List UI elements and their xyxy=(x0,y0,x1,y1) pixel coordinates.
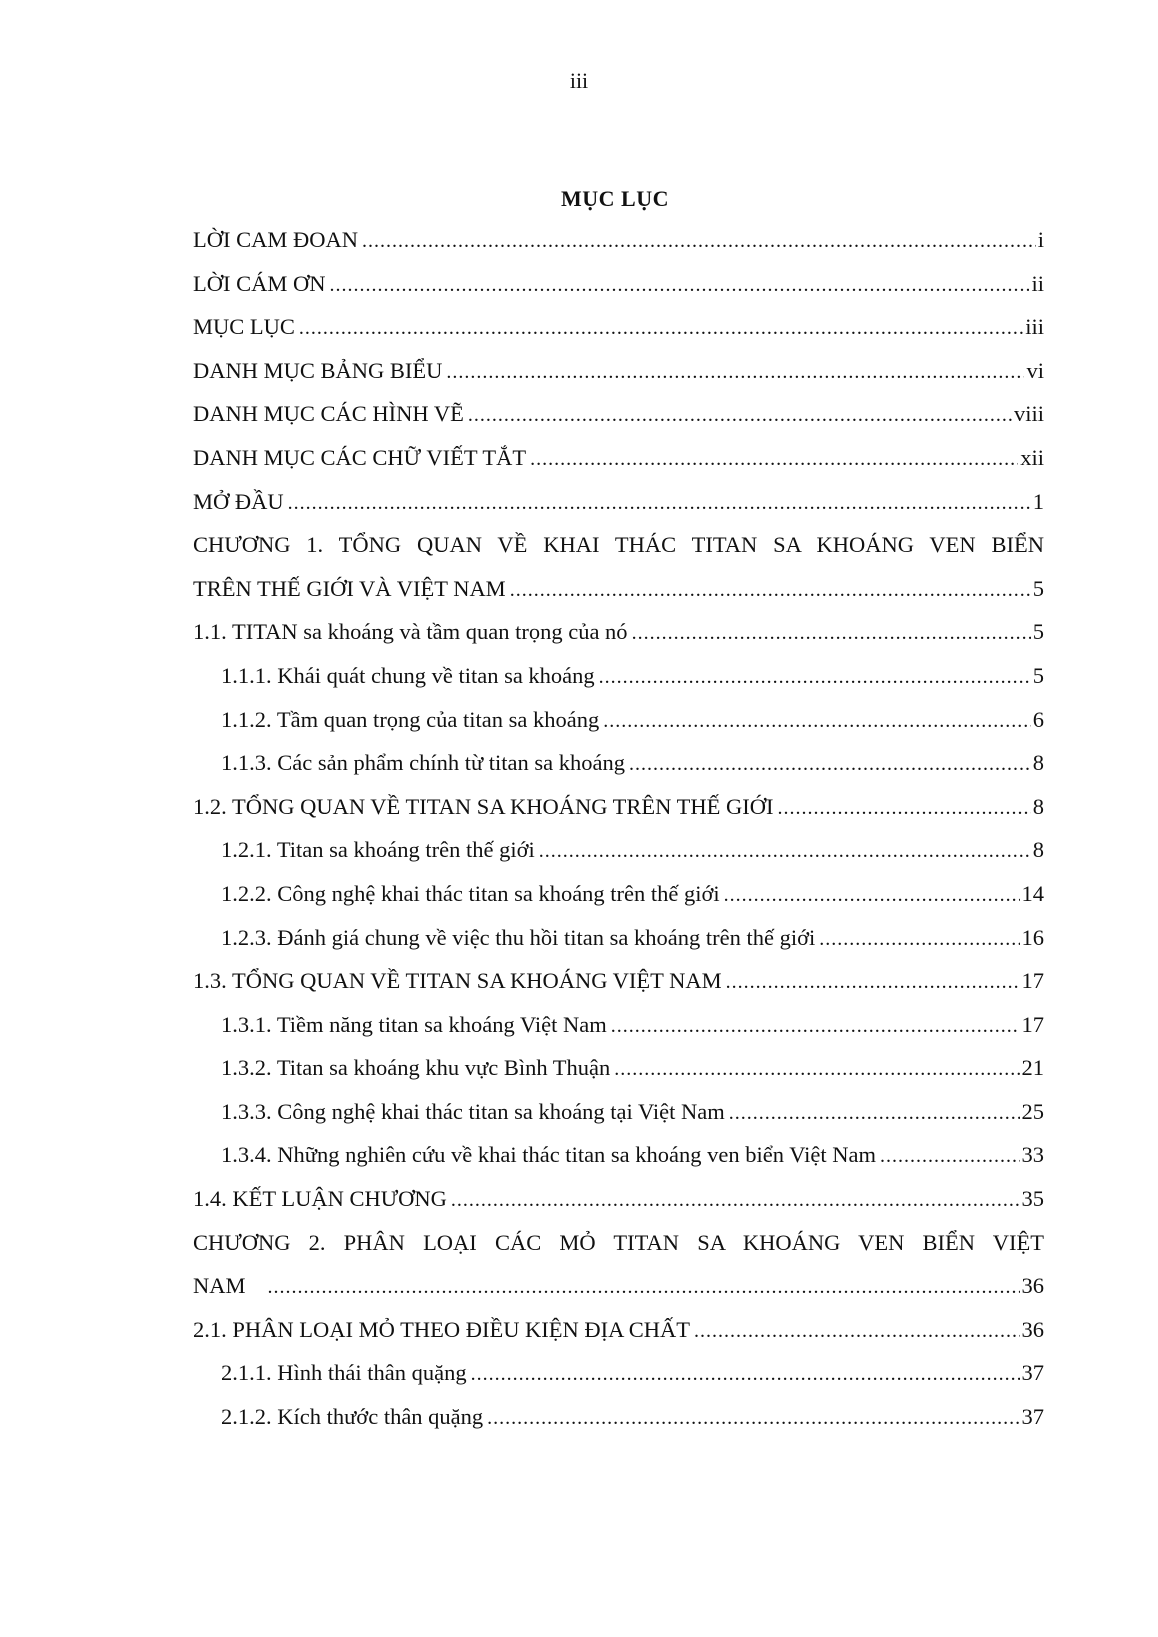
toc-leader-dots xyxy=(268,1266,1020,1308)
toc-leader-dots xyxy=(777,787,1030,829)
toc-leader-dots xyxy=(362,220,1036,262)
toc-page-number: 37 xyxy=(1021,1360,1044,1386)
toc-entry-text: DANH MỤC CÁC HÌNH VẼ xyxy=(193,401,464,427)
toc-leader-dots xyxy=(819,918,1019,960)
toc-entry-text: CHƯƠNG 2. PHÂN LOẠI CÁC MỎ TITAN SA KHOÁNG VEN BIỂN VIỆT xyxy=(193,1229,1044,1255)
toc-page-number: 17 xyxy=(1021,968,1044,994)
toc-entry-text: 1.2.3. Đánh giá chung về việc thu hồi titan sa khoáng trên thế giới xyxy=(221,924,816,950)
toc-leader-dots xyxy=(603,700,1031,742)
toc-entry-danh-muc-bang-bieu[interactable] xyxy=(193,349,1044,393)
toc-entry-chuong-2-line-1[interactable] xyxy=(193,1221,1044,1265)
toc-leader-dots xyxy=(299,307,1023,349)
toc-entry-text: 1.1.2. Tầm quan trọng của titan sa khoáng xyxy=(221,706,600,732)
toc-leader-dots xyxy=(629,743,1031,785)
toc-leader-dots xyxy=(880,1135,1020,1177)
table-of-contents xyxy=(193,218,1044,1439)
toc-leader-dots xyxy=(451,1179,1020,1221)
toc-entry-1-4[interactable] xyxy=(193,1177,1044,1221)
toc-entry-text: TRÊN THẾ GIỚI VÀ VIỆT NAM xyxy=(193,575,506,601)
toc-entry-loi-cam-doan[interactable] xyxy=(193,218,1044,262)
toc-leader-dots xyxy=(729,1092,1020,1134)
toc-page-number: 8 xyxy=(1032,793,1044,819)
toc-page-number: 33 xyxy=(1021,1142,1044,1168)
toc-page-number: iii xyxy=(1025,314,1044,340)
toc-page-number: 17 xyxy=(1021,1011,1044,1037)
toc-page-number: 25 xyxy=(1021,1098,1044,1124)
toc-entry-text: 1.3.2. Titan sa khoáng khu vực Bình Thuận xyxy=(221,1055,611,1081)
toc-page-number: xii xyxy=(1020,444,1044,470)
toc-leader-dots xyxy=(539,830,1031,872)
toc-leader-dots xyxy=(599,656,1031,698)
toc-entry-1-2-2[interactable] xyxy=(193,872,1044,916)
toc-entry-text: 1.2.2. Công nghệ khai thác titan sa khoáng trên thế giới xyxy=(221,880,720,906)
toc-page-number: 36 xyxy=(1021,1316,1044,1342)
toc-leader-dots xyxy=(288,482,1031,524)
toc-page-number: viii xyxy=(1013,401,1044,427)
toc-page-number: 8 xyxy=(1032,750,1044,776)
toc-entry-text: 1.2.1. Titan sa khoáng trên thế giới xyxy=(221,837,535,863)
toc-entry-text: MỤC LỤC xyxy=(193,314,295,340)
toc-page-number: vi xyxy=(1026,357,1044,383)
toc-entry-text: LỜI CÁM ƠN xyxy=(193,270,326,296)
toc-leader-dots xyxy=(614,1048,1019,1090)
toc-entry-text: 1.3.1. Tiềm năng titan sa khoáng Việt Nam xyxy=(221,1011,607,1037)
toc-leader-dots xyxy=(487,1397,1019,1439)
toc-entry-text: DANH MỤC CÁC CHỮ VIẾT TẮT xyxy=(193,444,527,470)
toc-entry-chuong-2-line-2[interactable] xyxy=(193,1264,1044,1308)
toc-page-number: 5 xyxy=(1032,662,1044,688)
toc-entry-1-1-3[interactable] xyxy=(193,741,1044,785)
toc-entry-1-3[interactable] xyxy=(193,959,1044,1003)
toc-entry-loi-cam-on[interactable] xyxy=(193,262,1044,306)
toc-entry-1-2[interactable] xyxy=(193,785,1044,829)
toc-page-number: 8 xyxy=(1032,837,1044,863)
toc-page-number: 1 xyxy=(1032,488,1044,514)
toc-page-number: 5 xyxy=(1032,575,1044,601)
toc-entry-1-3-4[interactable] xyxy=(193,1133,1044,1177)
toc-leader-dots xyxy=(694,1310,1019,1352)
toc-entry-2-1-1[interactable] xyxy=(193,1351,1044,1395)
toc-entry-text: 1.3.4. Những nghiên cứu về khai thác titan sa khoáng ven biển Việt Nam xyxy=(221,1142,876,1168)
toc-entry-text: 1.1. TITAN sa khoáng và tầm quan trọng của nó xyxy=(193,619,628,645)
toc-entry-1-1-1[interactable] xyxy=(193,654,1044,698)
toc-entry-mo-dau[interactable] xyxy=(193,480,1044,524)
toc-leader-dots xyxy=(632,612,1031,654)
toc-leader-dots xyxy=(510,569,1031,611)
toc-entry-1-2-3[interactable] xyxy=(193,916,1044,960)
toc-leader-dots xyxy=(724,874,1020,916)
toc-entry-text: 2.1.2. Kích thước thân quặng xyxy=(221,1404,484,1430)
toc-page-number: 35 xyxy=(1021,1186,1044,1212)
toc-entry-2-1[interactable] xyxy=(193,1308,1044,1352)
toc-page-number: 6 xyxy=(1032,706,1044,732)
toc-leader-dots xyxy=(446,351,1024,393)
toc-entry-danh-muc-hinh-ve[interactable] xyxy=(193,392,1044,436)
toc-page-number: 36 xyxy=(1021,1273,1044,1299)
toc-entry-text: 1.1.1. Khái quát chung về titan sa khoáng xyxy=(221,662,595,688)
toc-entry-text: LỜI CAM ĐOAN xyxy=(193,227,358,252)
toc-entry-text: 2.1. PHÂN LOẠI MỎ THEO ĐIỀU KIỆN ĐỊA CHẤT xyxy=(193,1316,691,1342)
toc-entry-text: 1.2. TỔNG QUAN VỀ TITAN SA KHOÁNG TRÊN THẾ GIỚI xyxy=(193,793,774,819)
toc-page-number: i xyxy=(1037,227,1044,252)
toc-entry-chuong-1-line-1[interactable] xyxy=(193,523,1044,567)
toc-title: MỤC LỤC xyxy=(561,186,669,211)
toc-entry-1-1-2[interactable] xyxy=(193,698,1044,742)
toc-entry-text: CHƯƠNG 1. TỔNG QUAN VỀ KHAI THÁC TITAN SA KHOÁNG VEN BIỂN xyxy=(193,532,1044,558)
toc-entry-1-2-1[interactable] xyxy=(193,828,1044,872)
toc-entry-danh-muc-chu-viet-tat[interactable] xyxy=(193,436,1044,480)
toc-entry-1-3-2[interactable] xyxy=(193,1046,1044,1090)
toc-entry-text: NAM xyxy=(193,1273,246,1299)
toc-entry-text: DANH MỤC BẢNG BIỂU xyxy=(193,357,443,383)
toc-entry-muc-luc[interactable] xyxy=(193,305,1044,349)
toc-entry-text: 1.3.3. Công nghệ khai thác titan sa khoáng tại Việt Nam xyxy=(221,1098,725,1124)
toc-entry-2-1-2[interactable] xyxy=(193,1395,1044,1439)
toc-entry-text: 1.4. KẾT LUẬN CHƯƠNG xyxy=(193,1186,447,1212)
toc-entry-text: MỞ ĐẦU xyxy=(193,488,284,514)
toc-entry-1-3-3[interactable] xyxy=(193,1090,1044,1134)
toc-entry-chuong-1-line-2[interactable] xyxy=(193,567,1044,611)
toc-leader-dots xyxy=(330,264,1030,306)
toc-leader-dots xyxy=(471,1353,1020,1395)
toc-page-number: ii xyxy=(1031,270,1044,296)
toc-entry-1-3-1[interactable] xyxy=(193,1003,1044,1047)
toc-leader-dots xyxy=(611,1005,1020,1047)
toc-leader-dots xyxy=(468,394,1012,436)
page-number: iii xyxy=(569,68,589,93)
toc-entry-text: 1.3. TỔNG QUAN VỀ TITAN SA KHOÁNG VIỆT NAM xyxy=(193,968,722,994)
toc-page-number: 16 xyxy=(1021,924,1044,950)
toc-leader-dots xyxy=(530,438,1018,480)
toc-page-number: 37 xyxy=(1021,1404,1044,1430)
toc-page-number: 21 xyxy=(1021,1055,1044,1081)
toc-entry-text: 1.1.3. Các sản phẩm chính từ titan sa khoáng xyxy=(221,750,625,776)
toc-page-number: 5 xyxy=(1032,619,1044,645)
toc-entry-text: 2.1.1. Hình thái thân quặng xyxy=(221,1360,467,1386)
toc-entry-1-1[interactable] xyxy=(193,610,1044,654)
toc-leader-dots xyxy=(726,961,1020,1003)
toc-page-number: 14 xyxy=(1021,880,1044,906)
